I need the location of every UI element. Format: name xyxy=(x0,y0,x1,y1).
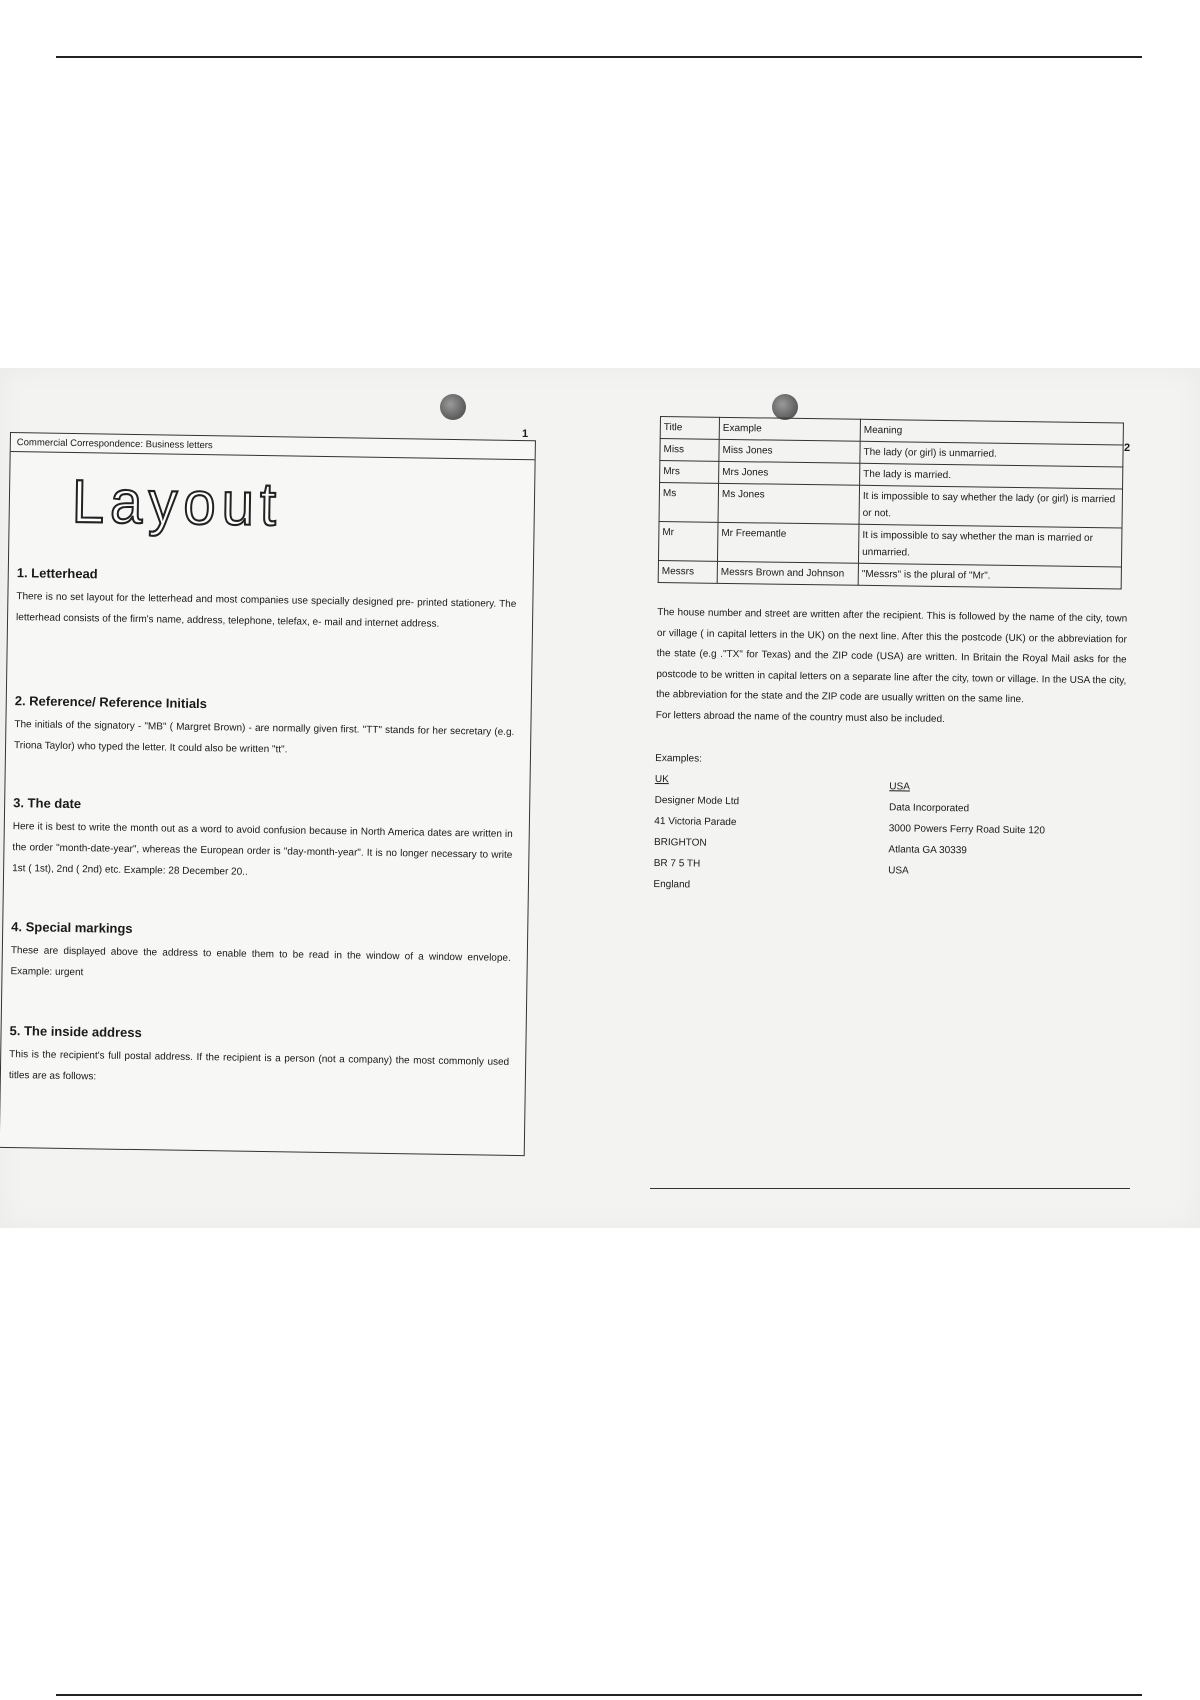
table-cell: Mrs xyxy=(660,461,719,484)
usa-example xyxy=(888,772,1046,900)
table-cell: It is impossible to say whether the lady (or girl) is married or not. xyxy=(859,485,1123,528)
table-cell: The lady is married. xyxy=(860,463,1123,489)
table-header-cell: Example xyxy=(719,417,860,441)
section-heading: 1. Letterhead xyxy=(16,565,98,582)
uk-label: UK xyxy=(654,773,669,786)
page-title: Layout xyxy=(71,467,283,539)
section-special-markings xyxy=(10,919,511,990)
header-rule xyxy=(11,451,535,460)
left-page xyxy=(0,432,536,1156)
table-row xyxy=(659,483,1122,528)
uk-address-line: BR 7 5 TH xyxy=(653,857,701,870)
section-inside-address xyxy=(9,1023,510,1094)
section-date xyxy=(12,795,513,887)
table-cell: It is impossible to say whether the man is married or unmarried. xyxy=(858,524,1122,567)
usa-address-line: 3000 Powers Ferry Road Suite 120 xyxy=(888,823,1046,837)
right-page-bottom-rule xyxy=(650,1188,1130,1189)
address-paragraph: The house number and street are written after the recipient. This is followed by the name of the city, town or village ( in capital letters in the UK) on the next line. After this the postcode (UK) or the abbreviation for the state (e.g ."TX" for Texas) and the ZIP code (USA) are written. In Britain the Royal Mail asks for the postcode to be written in capital letters on a separate line after the city, town or village. In the USA the city, the abbreviation for the state and the ZIP code are usually written on the same line. xyxy=(656,606,1128,706)
table-cell: Mrs Jones xyxy=(719,461,860,485)
usa-label: USA xyxy=(889,781,910,793)
usa-address-line: Atlanta GA 30339 xyxy=(888,844,967,857)
usa-address-line: Data Incorporated xyxy=(888,802,970,815)
section-text: This is the recipient's full postal address. If the recipient is a person (not a company) the most commonly used titles are as follows: xyxy=(8,1049,510,1083)
punch-hole-right xyxy=(772,394,798,420)
uk-address-line: Designer Mode Ltd xyxy=(654,794,740,808)
table-cell: Miss Jones xyxy=(719,439,860,463)
table-cell: Miss xyxy=(660,439,719,462)
top-rule xyxy=(56,56,1142,58)
titles-table xyxy=(658,416,1124,589)
section-heading: 5. The inside address xyxy=(9,1023,142,1041)
uk-address-line: BRIGHTON xyxy=(653,836,707,849)
abroad-paragraph: For letters abroad the name of the country must also be included. xyxy=(655,709,945,725)
table-cell: Ms Jones xyxy=(718,483,860,524)
page-number-right: 2 xyxy=(1124,442,1131,454)
usa-address-line: USA xyxy=(888,865,909,877)
section-letterhead xyxy=(16,565,517,636)
table-cell: Mr xyxy=(658,521,718,561)
table-row xyxy=(658,521,1121,566)
uk-address-line: 41 Victoria Parade xyxy=(654,815,737,829)
table-cell: Messrs Brown and Johnson xyxy=(717,561,858,585)
page-number-left: 1 xyxy=(522,428,529,440)
table-header-cell: Meaning xyxy=(860,419,1123,445)
section-heading: 3. The date xyxy=(13,795,82,812)
section-text: The initials of the signatory - "MB" ( Margret Brown) - are normally given first. "TT" stands for her secretary (e.g. Triona Taylor) who typed the letter. It could also be written "tt". xyxy=(13,719,515,756)
table-cell: The lady (or girl) is unmarried. xyxy=(860,441,1123,467)
table-header-cell: Title xyxy=(660,417,719,440)
document-header: Commercial Correspondence: Business letters xyxy=(16,437,213,452)
table-cell: Ms xyxy=(659,483,719,523)
punch-hole-left xyxy=(440,394,466,420)
section-heading: 2. Reference/ Reference Initials xyxy=(14,693,208,712)
table-cell: Mr Freemantle xyxy=(717,522,859,563)
section-text: There is no set layout for the letterhead and most companies use specially designed pre- printed stationery. The letterhead consists of the firm's name, address, telephone, telefax, e- mail and internet address. xyxy=(15,591,517,630)
section-text: These are displayed above the address to enable them to be read in the window of a window envelope. Example: urgent xyxy=(10,945,511,979)
bottom-rule xyxy=(56,1694,1142,1696)
table-cell: "Messrs" is the plural of "Mr". xyxy=(858,563,1121,589)
section-reference xyxy=(14,693,515,764)
scanned-spread xyxy=(0,368,1200,1228)
examples-label: Examples: xyxy=(655,752,702,765)
section-heading: 4. Special markings xyxy=(11,919,133,936)
examples-block xyxy=(653,748,1125,902)
uk-example xyxy=(653,769,739,896)
table-cell: Messrs xyxy=(658,560,717,583)
section-text: Here it is best to write the month out as a word to avoid confusion because in North America dates are written in the order "month-date-year", whereas the European order is "day-month-year". It is no longer necessary to write 1st ( 1st), 2nd ( 2nd) etc. Example: 28 December 20.. xyxy=(12,821,513,878)
uk-address-line: England xyxy=(653,878,691,891)
right-page xyxy=(653,416,1130,902)
